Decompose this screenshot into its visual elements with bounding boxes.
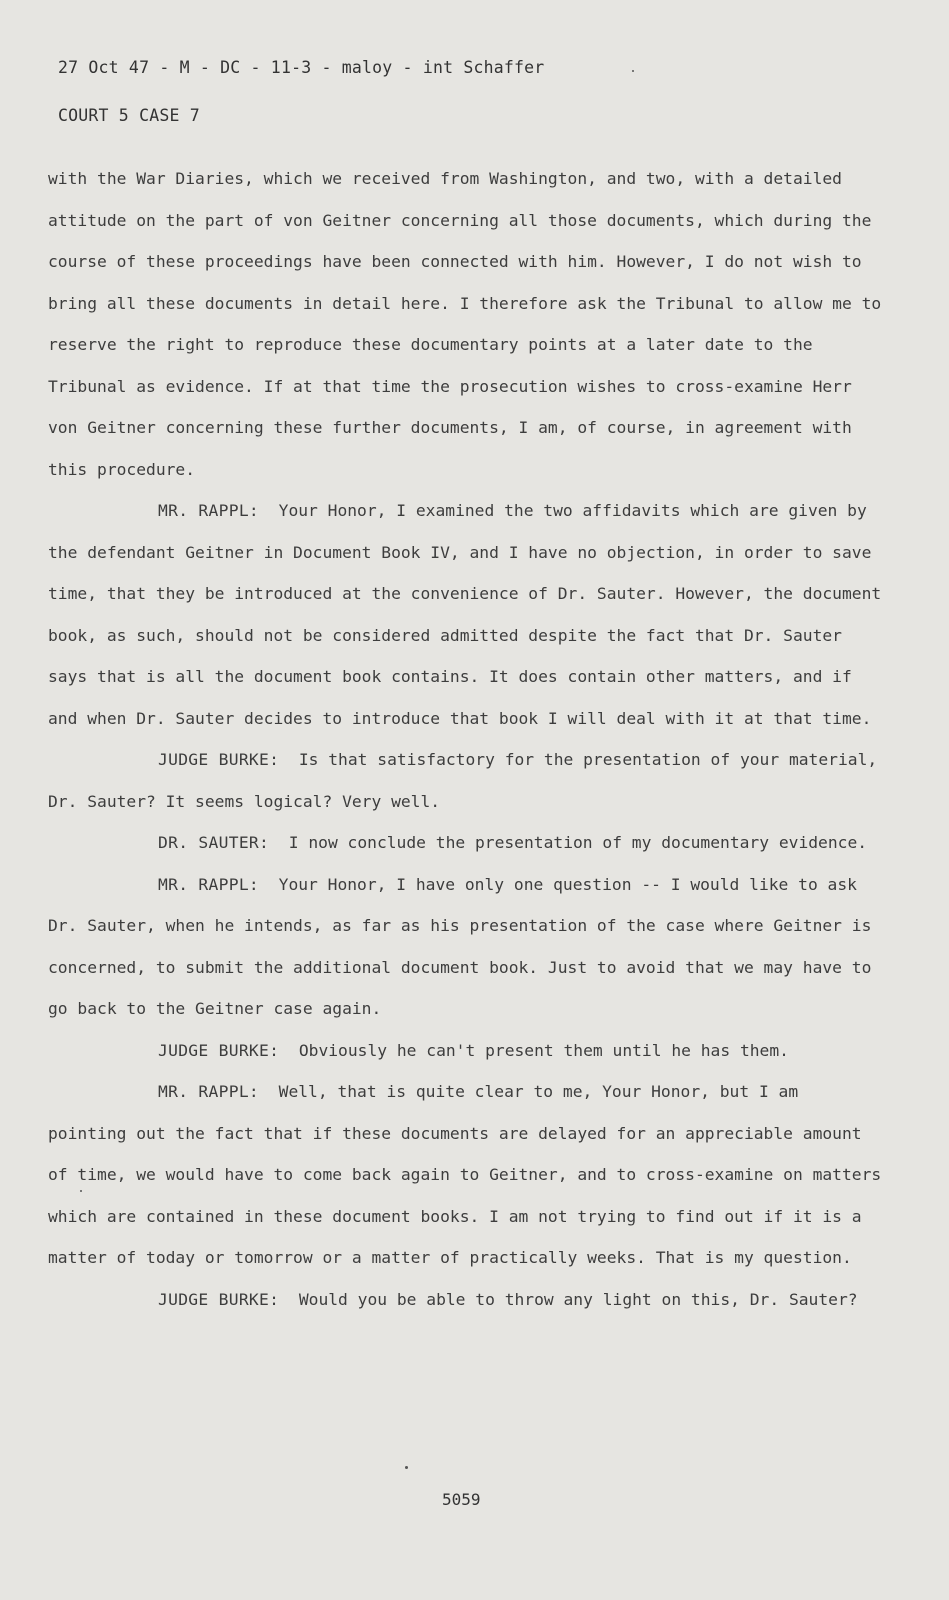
- paper-speck: [632, 70, 634, 72]
- court-case-label: COURT 5 CASE 7: [58, 106, 200, 125]
- paragraph-text: I now conclude the presentation of my documentary evidence.: [288, 833, 868, 852]
- speaker-label: MR. RAPPL:: [158, 874, 260, 894]
- paragraph-burke-1: [48, 739, 886, 822]
- paragraph-continuation: [48, 158, 886, 490]
- paragraph-rappl-1: [48, 490, 886, 739]
- paragraph-burke-3: [48, 1279, 886, 1321]
- speaker-label: MR. RAPPL:: [158, 501, 260, 520]
- paragraph-text: Would you be able to throw any light on this, Dr. Sauter?: [298, 1289, 858, 1309]
- paragraph-text: with the War Diaries, which we received from Washington, and two, with a detailed attitude on the part of von Geitner concerning all those documents, which during the course of these proceedings have been connected with him. However, I do not wish to bring all these documents in detail here. I therefore ask the Tribunal to allow me to reserve the right to reproduce these documentary points at a later date to the Tribunal as evidence. If at that time the prosecution wishes to cross-examine Herr von Geitner concerning these further documents, I am, of course, in agreement with this procedure.: [48, 169, 882, 479]
- transcript-body: [48, 158, 886, 1320]
- speaker-label: DR. SAUTER:: [158, 833, 270, 852]
- paragraph-text: Well, that is quite clear to me, Your Honor, but I am pointing out the fact that if these documents are delayed for an appreciable amount of time, we would have to come back again to Geitner, and to cross-examine on matters which are contained in these document books. I am not trying to find out if it is a matter of today or tomorrow or a matter of practically weeks. That is my question.: [48, 1082, 882, 1267]
- paragraph-burke-2: [48, 1030, 886, 1072]
- paragraph-text: Your Honor, I examined the two affidavits which are given by the defendant Geitner in Document Book IV, and I have no objection, in order to save time, that they be introduced at the convenience of Dr. Sauter. However, the document book, as such, should not be considered admitted despite the fact that Dr. Sauter says that is all the document book contains. It does contain other matters, and if and when Dr. Sauter decides to introduce that book I will deal with it at that time.: [48, 501, 882, 728]
- speaker-label: JUDGE BURKE:: [158, 1040, 280, 1060]
- speaker-label: JUDGE BURKE:: [158, 750, 280, 769]
- paragraph-rappl-2: [48, 864, 886, 1030]
- paragraph-sauter-1: [48, 822, 886, 864]
- paper-speck: [80, 1190, 82, 1192]
- page-number: 5059: [442, 1490, 481, 1509]
- speaker-label: MR. RAPPL:: [158, 1082, 260, 1101]
- paragraph-text: Obviously he can't present them until he has them.: [298, 1040, 789, 1060]
- paragraph-text: Is that satisfactory for the presentation of your material, Dr. Sauter? It seems logical? Very well.: [48, 750, 878, 811]
- paragraph-rappl-3: [48, 1071, 886, 1279]
- speaker-label: JUDGE BURKE:: [158, 1289, 280, 1309]
- transcript-header: 27 Oct 47 - M - DC - 11-3 - maloy - int Schaffer: [58, 58, 545, 77]
- paragraph-text: Your Honor, I have only one question -- I would like to ask Dr. Sauter, when he intends, as far as his presentation of the case where Geitner is concerned, to submit the additional document book. Just to avoid that we may have to go back to the Geitner case again.: [48, 874, 872, 1018]
- paper-speck: [405, 1466, 408, 1469]
